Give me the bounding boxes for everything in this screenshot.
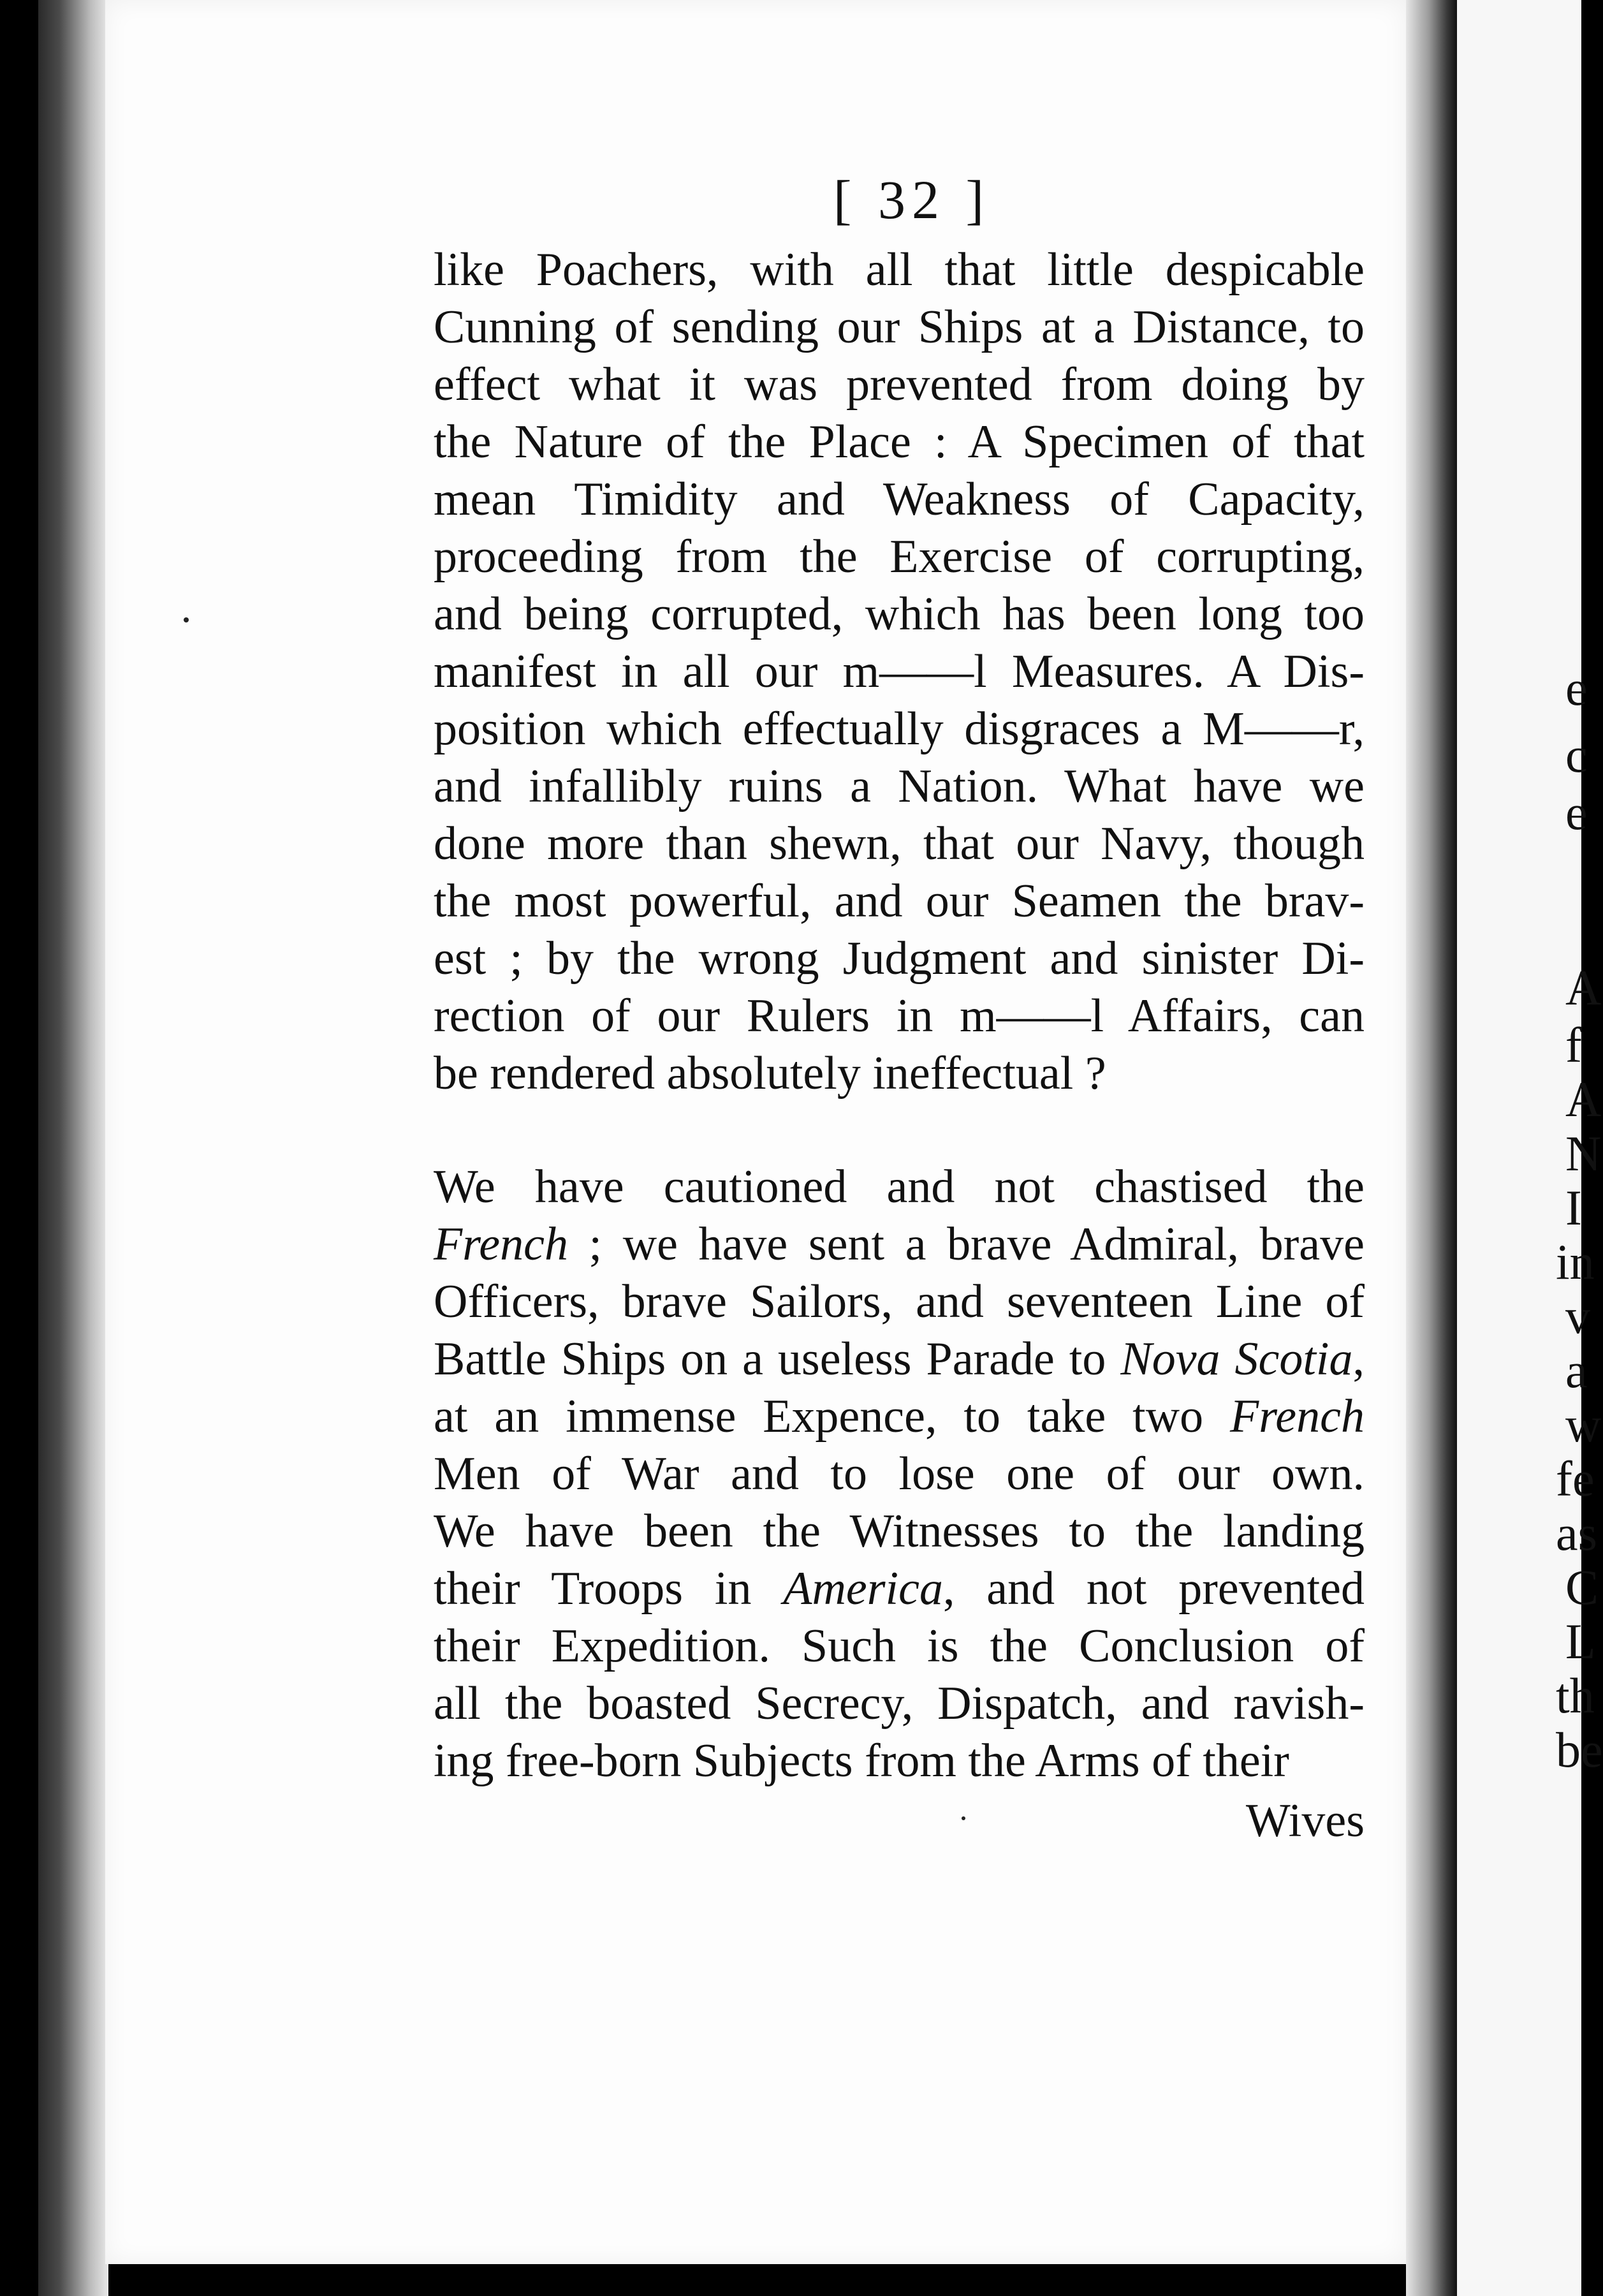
text-line: the most powerful, and our Seamen the brav- (434, 875, 1365, 927)
paragraphs (434, 241, 1365, 1790)
catchword: Wives (1245, 1795, 1365, 1847)
facing-page-letter: I (1565, 1180, 1582, 1235)
text-line: all the boasted Secrecy, Dispatch, and ravish- (434, 1677, 1365, 1730)
text-line: effect what it was prevented from doing by (434, 358, 1365, 411)
page-number: [ 32 ] (833, 169, 991, 230)
facing-page-letter: in (1556, 1234, 1595, 1290)
facing-page-letter: th (1556, 1668, 1595, 1723)
ink-speck (184, 617, 189, 622)
facing-page-letter: v (1565, 1288, 1590, 1344)
facing-page-letter: e (1565, 784, 1588, 840)
text-line: ing free-born Subjects from the Arms of their (434, 1735, 1289, 1787)
text-line: est ; by the wrong Judgment and sinister Di- (434, 932, 1365, 985)
paragraph-gap (434, 1102, 1365, 1158)
text-line: at an immense Expence, to take two French (434, 1390, 1365, 1443)
facing-page-letter: C (1565, 1559, 1599, 1615)
text-line: and infallibly ruins a Nation. What have we (434, 760, 1365, 813)
text-line: We have been the Witnesses to the landing (434, 1505, 1365, 1557)
facing-page-letter: c (1565, 727, 1588, 783)
paragraph (434, 241, 1365, 1102)
facing-page-letter: A (1565, 960, 1602, 1015)
text-line: the Nature of the Place : A Specimen of that (434, 416, 1365, 468)
text-line: Men of War and to lose one of our own. (434, 1448, 1365, 1500)
text-line: rection of our Rulers in m——l Affairs, can (434, 990, 1365, 1042)
text-line: mean Timidity and Weakness of Capacity, (434, 473, 1365, 526)
book-fold (1406, 0, 1457, 2296)
facing-page-letter: fe (1556, 1451, 1595, 1506)
text-line: Cunning of sending our Ships at a Distance, to (434, 301, 1365, 353)
facing-page-letter: f (1565, 1017, 1582, 1073)
paragraph (434, 1158, 1365, 1790)
text-line: proceeding from the Exercise of corrupting, (434, 531, 1365, 583)
text-line: their Expedition. Such is the Conclusion of (434, 1620, 1365, 1672)
facing-page-letter: N (1565, 1126, 1602, 1181)
text-line: done more than shewn, that our Navy, though (434, 818, 1365, 870)
text-line: Battle Ships on a useless Parade to Nova Scotia, (434, 1333, 1365, 1385)
text-line: We have cautioned and not chastised the (434, 1161, 1365, 1213)
text-line: and being corrupted, which has been long too (434, 588, 1365, 640)
text-line: Officers, brave Sailors, and seventeen Line of (434, 1276, 1365, 1328)
facing-page-letter: be (1556, 1722, 1603, 1777)
text-line: position which effectually disgraces a M——r, (434, 703, 1365, 755)
facing-page-letter: e (1565, 660, 1588, 716)
facing-page-letter: w (1565, 1397, 1602, 1452)
text-line: be rendered absolutely ineffectual ? (434, 1047, 1106, 1100)
left-page-edge (38, 0, 108, 2296)
facing-page-edge (1457, 0, 1581, 2296)
text-line: like Poachers, with all that little despicable (434, 244, 1365, 296)
ink-speck (962, 1816, 965, 1820)
text-line: manifest in all our m——l Measures. A Dis- (434, 645, 1365, 698)
page-text-column (434, 169, 1365, 1850)
text-line: their Troops in America, and not prevented (434, 1563, 1365, 1615)
facing-page-letter: L (1565, 1614, 1596, 1669)
facing-page-letter: as (1556, 1505, 1597, 1561)
facing-page-letter: A (1565, 1071, 1602, 1127)
facing-page-letter: a (1565, 1343, 1588, 1398)
text-line: French ; we have sent a brave Admiral, brave (434, 1218, 1365, 1270)
